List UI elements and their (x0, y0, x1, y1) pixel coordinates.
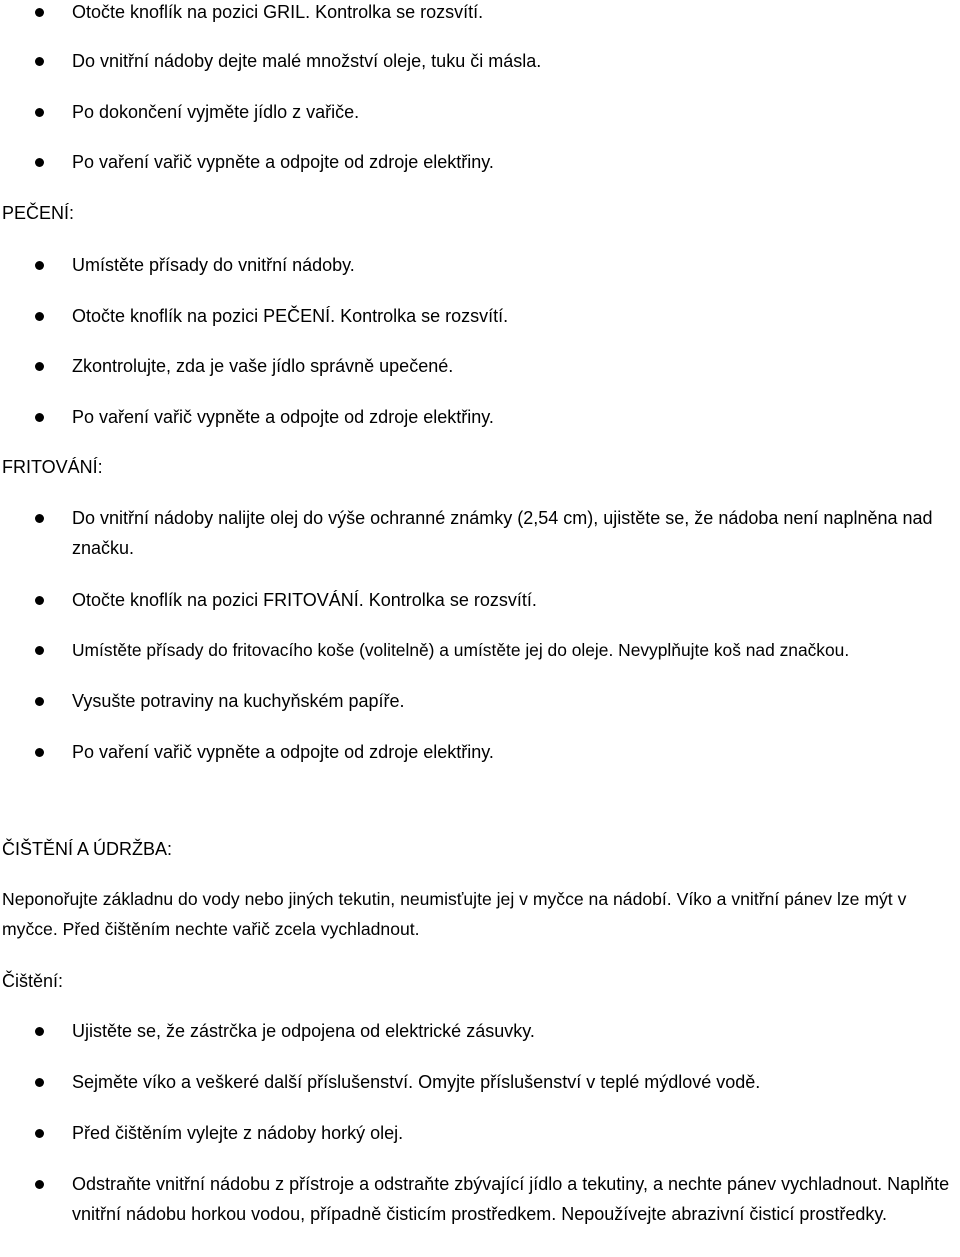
bullet-icon (35, 1078, 44, 1087)
list-item-text: Sejměte víko a veškeré další příslušenství. Omyjte příslušenství v teplé mýdlové vodě. (72, 1072, 761, 1092)
list-item-text: Po vaření vařič vypněte a odpojte od zdroje elektřiny. (72, 407, 494, 427)
list-item-text: Po vaření vařič vypněte a odpojte od zdroje elektřiny. (72, 152, 494, 172)
section-heading-maintenance: ČIŠTĚNÍ A ÚDRŽBA: (2, 839, 173, 859)
list-item-text: Otočte knoflík na pozici PEČENÍ. Kontrolka se rozsvítí. (72, 306, 509, 326)
list-item-text: Po dokončení vyjměte jídlo z vařiče. (72, 102, 360, 122)
list-item-text: Před čištěním vylejte z nádoby horký olej. (72, 1123, 404, 1143)
bullet-icon (35, 1129, 44, 1138)
bullet-icon (35, 697, 44, 706)
list-item-text: Odstraňte vnitřní nádobu z přístroje a odstraňte zbývající jídlo a tekutiny, a nechte pánev vychladnout. Naplňte vnitřní nádobu horkou vodou, případně čisticím prostředkem. Nepoužívejte abrazivní čisticí prostředky. (72, 1174, 950, 1224)
section-heading-cleaning: Čištění: (2, 971, 64, 991)
list-item-text: Do vnitřní nádoby dejte malé množství oleje, tuku či másla. (72, 51, 542, 71)
list-item-text: Vysušte potraviny na kuchyňském papíře. (72, 691, 405, 711)
section-heading-frying: FRITOVÁNÍ: (2, 457, 103, 477)
bullet-icon (35, 158, 44, 167)
bullet-icon (35, 514, 44, 523)
list-item-text: Umístěte přísady do vnitřní nádoby. (72, 255, 355, 275)
bullet-icon (35, 362, 44, 371)
bullet-icon (35, 1027, 44, 1036)
list-item-text: Zkontrolujte, zda je vaše jídlo správně upečené. (72, 356, 454, 376)
list-item-text: Po vaření vařič vypněte a odpojte od zdroje elektřiny. (72, 742, 494, 762)
section-heading-baking: PEČENÍ: (2, 203, 75, 223)
bullet-icon (35, 312, 44, 321)
bullet-icon (35, 413, 44, 422)
list-item-text: Do vnitřní nádoby nalijte olej do výše ochranné známky (2,54 cm), ujistěte se, že nádoba není naplněna nad značku. (72, 508, 933, 558)
bullet-icon (35, 261, 44, 270)
list-item-text: Otočte knoflík na pozici FRITOVÁNÍ. Kontrolka se rozsvítí. (72, 590, 537, 610)
bullet-icon (35, 57, 44, 66)
list-item-text: Ujistěte se, že zástrčka je odpojena od elektrické zásuvky. (72, 1021, 535, 1041)
bullet-icon (35, 646, 44, 655)
list-item-text: Umístěte přísady do fritovacího koše (volitelně) a umístěte jej do oleje. Nevyplňujte koš nad značkou. (72, 640, 850, 660)
bullet-icon (35, 748, 44, 757)
bullet-icon (35, 8, 44, 17)
bullet-icon (35, 1180, 44, 1189)
list-item-text: Otočte knoflík na pozici GRIL. Kontrolka se rozsvítí. (72, 2, 484, 22)
maintenance-paragraph: Neponořujte základnu do vody nebo jiných tekutin, neumisťujte jej v myčce na nádobí. Víko a vnitřní pánev lze mýt v myčce. Před čištěním nechte vařič zcela vychladnout. (2, 889, 907, 939)
bullet-icon (35, 108, 44, 117)
bullet-icon (35, 596, 44, 605)
